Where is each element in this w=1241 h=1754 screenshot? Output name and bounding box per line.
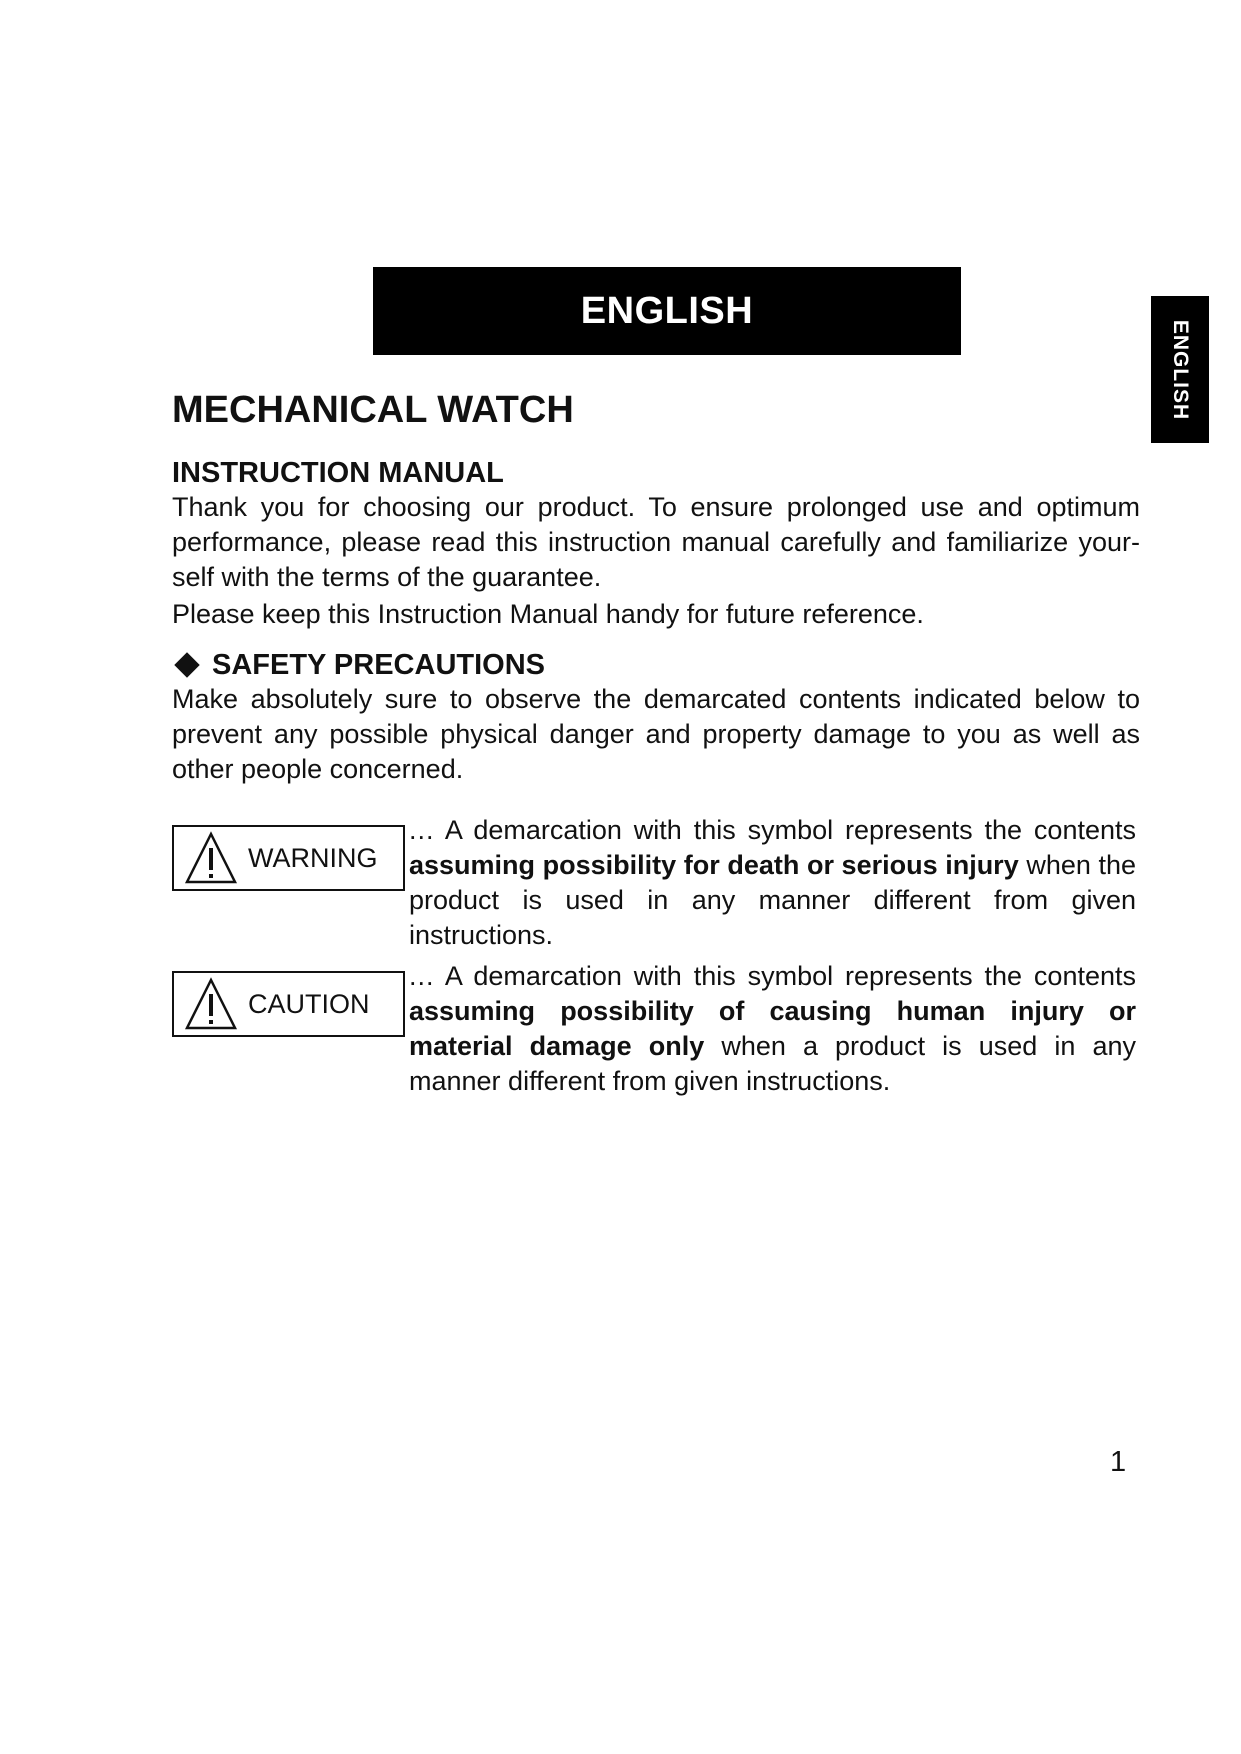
warning-prefix: ... (409, 815, 435, 845)
warning-notice (172, 813, 1140, 953)
safety-paragraph: Make absolutely sure to observe the demarcated contents indicated below to prevent any possible physical danger and property damage to you as well as other people concerned. (172, 684, 1140, 784)
document-content (172, 388, 1140, 1099)
diamond-bullet-icon (174, 652, 199, 677)
caution-text-bold: assuming possibility of causing human injury or material damage only (409, 996, 1136, 1061)
caution-label-box (172, 971, 405, 1037)
intro-keep-paragraph: Please keep this Instruction Manual handy for future reference. (172, 599, 924, 629)
warning-description (409, 813, 1136, 953)
language-header-title: ENGLISH (580, 289, 754, 332)
caution-description (409, 959, 1136, 1099)
warning-triangle-icon (184, 977, 238, 1031)
page-number: 1 (1110, 1446, 1127, 1478)
warning-triangle-icon (184, 831, 238, 885)
warning-label: WARNING (248, 842, 378, 873)
caution-text-after: when a product is used in any manner different from given instructions. (409, 1031, 1136, 1096)
warning-text-bold: assuming possibility for death or serious injury (409, 850, 1019, 880)
warning-text-before: A demarcation with this symbol represents the contents (434, 815, 1136, 845)
caution-prefix: ... (409, 961, 435, 991)
intro-paragraph: Thank you for choosing our product. To ensure prolonged use and optimum performance, please read this instruction manual carefully and familiarize your-self with the terms of the guarantee. (172, 492, 1140, 592)
document-subtitle: INSTRUCTION MANUAL (172, 457, 504, 489)
safety-heading (172, 648, 1140, 682)
document-title: MECHANICAL WATCH (172, 389, 574, 431)
language-side-tab-label: ENGLISH (1169, 319, 1192, 420)
language-header-bar (373, 267, 961, 355)
warning-text-after: when the product is used in any manner different from given instructions. (409, 850, 1136, 950)
language-side-tab (1151, 296, 1209, 443)
caution-notice (172, 959, 1140, 1099)
caution-text-before: A demarcation with this symbol represents the contents (434, 961, 1136, 991)
caution-label: CAUTION (248, 988, 370, 1019)
safety-heading-text: SAFETY PRECAUTIONS (212, 649, 546, 681)
warning-label-box (172, 825, 405, 891)
